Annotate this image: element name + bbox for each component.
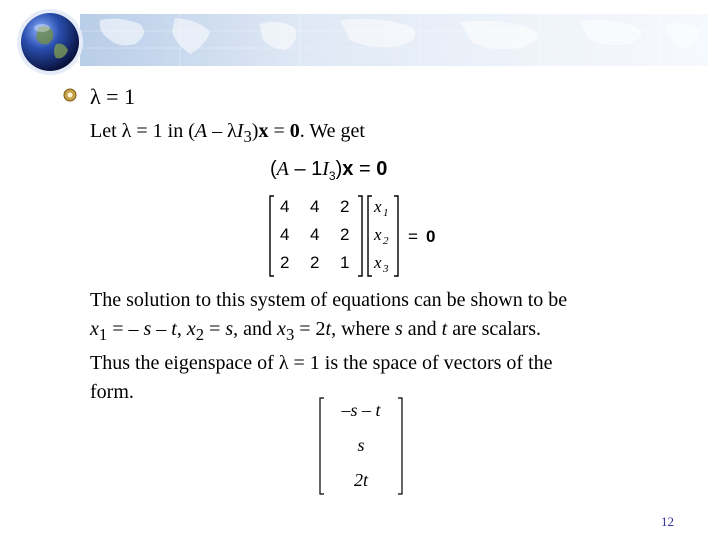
page-number: 12: [661, 514, 674, 529]
close-paren: ): [335, 158, 343, 180]
text: Thus the eigenspace of: [90, 352, 279, 374]
vector-x: x: [258, 120, 269, 142]
eigenvector-form: [316, 396, 406, 496]
text: = 2: [294, 318, 326, 340]
var-s: s: [143, 318, 152, 340]
lambda-symbol: λ: [121, 120, 132, 142]
identity-i: I: [236, 120, 244, 142]
text-let: Let: [90, 120, 122, 142]
lambda-symbol: λ: [278, 352, 289, 374]
identity-i: I: [322, 158, 329, 180]
matrix-a: A: [276, 158, 289, 180]
lambda-symbol: λ: [227, 120, 237, 142]
minus-one: – 1: [288, 158, 323, 180]
var-s: s: [225, 318, 234, 340]
text-eq-in: = 1 in (: [131, 120, 195, 142]
sub-3: 3: [285, 325, 295, 344]
vector-sub: 2: [383, 235, 389, 247]
text: and: [402, 318, 442, 340]
vector-row-1: –s – t: [341, 400, 381, 420]
matrix-cell: 4: [280, 197, 290, 216]
matrix-cell: 2: [340, 225, 350, 244]
matrix-cell: 4: [310, 225, 320, 244]
vector-row-3: 2t: [353, 470, 369, 490]
var-t: t: [441, 318, 448, 340]
matrix-cell: 2: [340, 197, 350, 216]
matrix-a: A: [194, 120, 208, 142]
para-line-1: The solution to this system of equations can be shown to be: [90, 289, 568, 311]
zero-vector: 0: [376, 158, 388, 180]
var-x: x: [90, 318, 99, 340]
lambda-symbol: λ: [90, 84, 101, 109]
slide-heading: [90, 84, 135, 110]
solution-paragraph: [90, 286, 690, 407]
text: , and: [233, 318, 278, 340]
matrix-cell: 2: [280, 253, 290, 272]
text: = 1 is the space of vectors of the: [288, 352, 553, 374]
para-line-3: [90, 349, 690, 378]
var-s: s: [394, 318, 403, 340]
text: –: [151, 318, 172, 340]
sub-2: 2: [195, 325, 205, 344]
vector-var: x: [374, 225, 382, 244]
para-line-4: form.: [90, 381, 134, 403]
bullet-icon: [63, 88, 77, 102]
text-we-get: . We get: [299, 120, 365, 142]
var-t: t: [171, 318, 177, 340]
text: are scalars.: [447, 318, 542, 340]
matrix-equation: [266, 192, 466, 280]
heading-value: = 1: [100, 84, 136, 109]
vector-row-2: s: [357, 435, 365, 455]
open-paren: (: [270, 158, 277, 180]
equals-sign: =: [408, 227, 418, 246]
vector-var: x: [374, 197, 382, 216]
text-equals: =: [268, 120, 290, 142]
equals-sign: =: [353, 158, 377, 180]
var-x: x: [277, 318, 286, 340]
globe-icon: [16, 8, 84, 76]
zero-vector: 0: [426, 227, 436, 246]
matrix-cell: 4: [280, 225, 290, 244]
vector-sub: 3: [383, 263, 389, 275]
subscript-3: 3: [243, 127, 252, 146]
sub-1: 1: [98, 325, 108, 344]
text: , where: [331, 318, 395, 340]
intro-line: [90, 119, 365, 149]
text-minus: –: [207, 120, 228, 142]
vector-x: x: [342, 158, 354, 180]
matrix-cell: 4: [310, 197, 320, 216]
matrix-cell: 2: [310, 253, 320, 272]
vector-sub: 1: [383, 207, 389, 219]
var-t: t: [325, 318, 332, 340]
var-x: x: [186, 318, 196, 340]
text: = –: [107, 318, 144, 340]
matrix-cell: 1: [340, 253, 350, 272]
text: ,: [176, 318, 187, 340]
zero-vector: 0: [289, 120, 300, 142]
text-close-paren: ): [251, 120, 259, 142]
equation-top: [270, 158, 387, 183]
header-banner: [80, 14, 708, 66]
para-line-2: [90, 315, 690, 349]
vector-var: x: [374, 253, 382, 272]
world-map-graphic: [80, 14, 708, 66]
subscript-3: 3: [328, 169, 336, 183]
text: =: [204, 318, 226, 340]
